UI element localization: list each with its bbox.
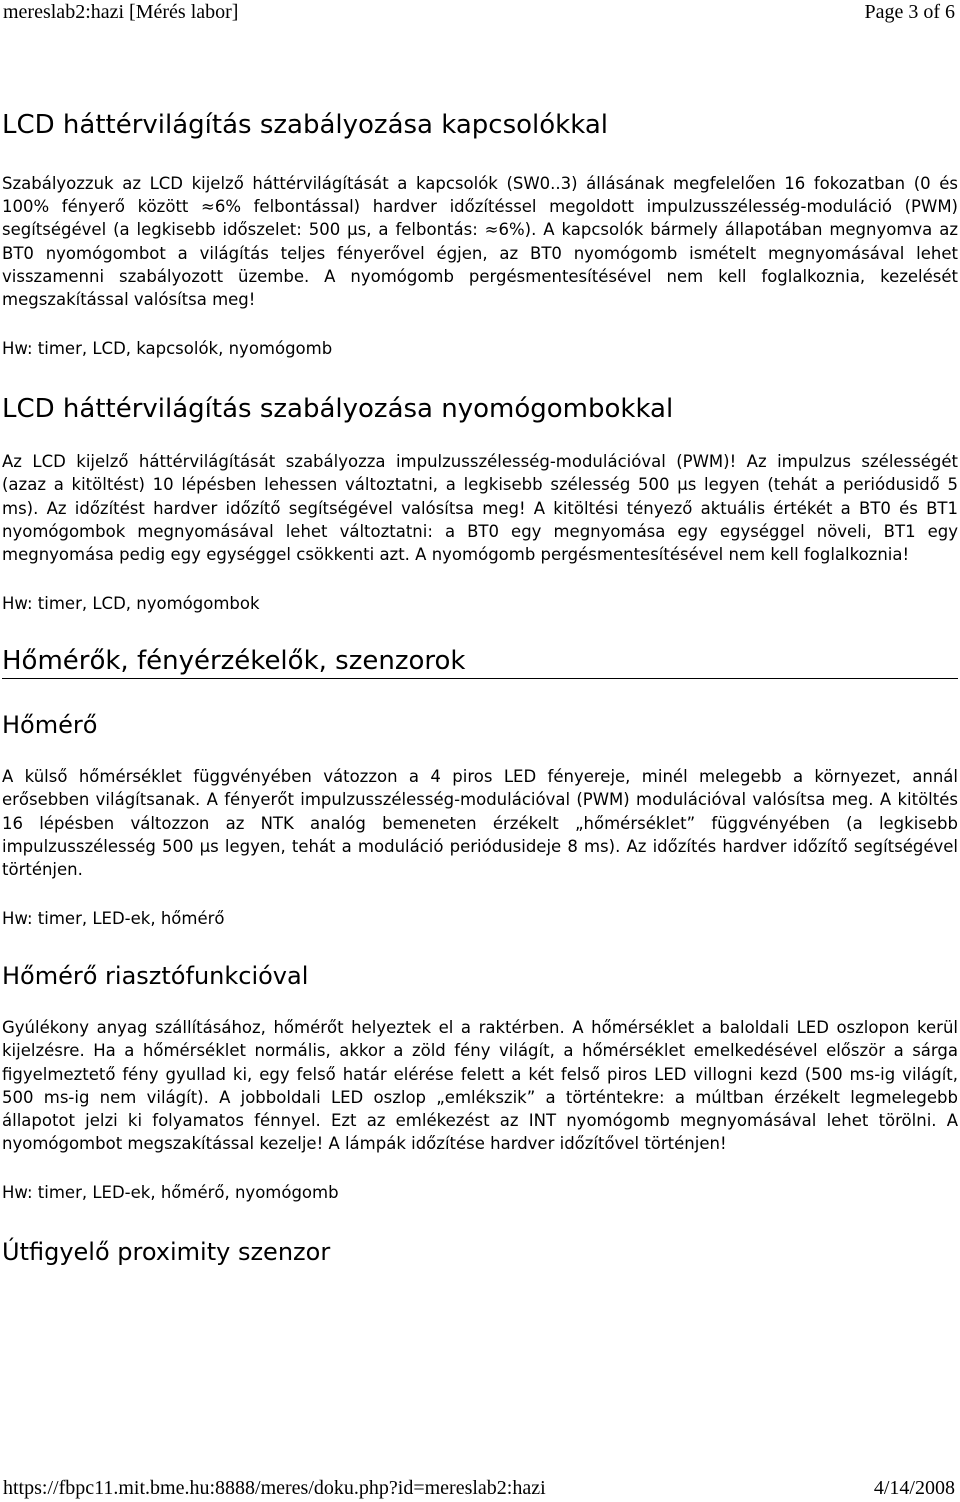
section-title-thermometer-alarm: Hőmérő riasztófunkcióval [2,962,309,991]
chapter-title-sensors: Hőmérők, fényérzékelők, szenzorok [2,645,958,679]
page-number: Page 3 of 6 [864,1,955,23]
section-text-thermometer: A külső hőmérséklet függvényében vátozzon a 4 piros LED fényereje, minél melegebb a környezet, annál erősebben világítsanak. A fényerőt impulzusszélesség-modulációval (PWM) modulációval valósítsa meg. A kitöltés 16 lépésben változzon az NTK analóg bemeneten érzékelt „hőmérséklet” függvényében (a legkisebb impulzusszélesség 500 µs legyen, tehát a moduláció periódusideje 8 ms). Az időzítés hardver időzítő segítségével történjen. [2,767,958,880]
print-date: 4/14/2008 [873,1477,955,1499]
section-title-lcd-switches: LCD háttérvilágítás szabályozása kapcsolókkal [2,110,608,140]
hardware-list-lcd-buttons: Hw: timer, LCD, nyomógombok [2,594,260,614]
document-title: mereslab2:hazi [Mérés labor] [3,1,239,23]
section-title-lcd-buttons: LCD háttérvilágítás szabályozása nyomógombokkal [2,394,674,425]
section-title-proximity-sensor: Útfigyelő proximity szenzor [2,1238,331,1267]
print-header [3,0,957,26]
page-url: https://fbpc11.mit.bme.hu:8888/meres/doku.php?id=mereslab2:hazi [3,1477,546,1499]
section-text-thermometer-alarm: Gyúlékony anyag szállításához, hőmérőt helyeztek el a raktérben. A hőmérséklet a baloldali LED oszlopon kerül kijelzésre. Ha a hőmérséklet normális, akkor a zöld fény világít, a hőmérséklet emelkedésével először a sárga figyelmeztető fény gyullad ki, egy felső határ elérése felett a két felső piros LED villogni kezd (500 ms-ig világít, 500 ms-ig nem világít). A jobboldali LED oszlop „emlékszik” a történtekre: a múltban érzékelt legmelegebb állapotot jelzi ki folyamatos fénnyel. Ezt az emlékezést az INT nyomógomb megnyomásával lehet törölni. A nyomógombot megszakítással kezelje! A lámpák időzítése hardver időzítővel történjen! [2,1018,958,1154]
print-footer [3,1476,957,1502]
hardware-list-lcd-switches: Hw: timer, LCD, kapcsolók, nyomógomb [2,339,333,359]
section-text-lcd-switches: Szabályozzuk az LCD kijelző háttérvilágítását a kapcsolók (SW0..3) állásának megfelelően 16 fokozatban (0 és 100% fényerő között ≈6% felbontással) hardver időzítéssel megoldott impulzusszélesség-moduláció (PWM) segítségével (a legkisebb időszelet: 500 µs, a felbontás: ≈6%). A kapcsolók bármely állapotában megnyomva az BT0 nyomógombot a világítás teljes fényerővel égjen, az BT0 nyomógomb ismételt megnyomásával lehet visszamenni szabályozott üzembe. A nyomógomb pergésmentesítésével nem kell foglalkoznia, kezelését megszakítással valósítsa meg! [2,174,958,310]
section-title-thermometer: Hőmérő [2,711,98,740]
section-text-lcd-buttons: Az LCD kijelző háttérvilágítását szabályozza impulzusszélesség-modulációval (PWM)! Az impulzus szélességét (azaz a kitöltést) 10 lépésben lehessen változtatni, a legkisebb szélesség 500 µs legyen (tehát a periódusidő 5 ms). Az időzítést hardver időzítő segítségével valósítsa meg! A kitöltési tényező aktuális értékét a BT0 és BT1 nyomógombok megnyomásával lehet változtatni: a BT0 egy megnyomása egy egységgel növeli, BT1 egy megnyomása pedig egy egységgel csökkenti azt. A nyomógomb pergésmentesítésével nem kell foglalkoznia! [2,452,958,565]
hardware-list-thermometer: Hw: timer, LED-ek, hőmérő [2,909,225,929]
page-content [2,108,958,1268]
hardware-list-thermometer-alarm: Hw: timer, LED-ek, hőmérő, nyomógomb [2,1183,339,1203]
